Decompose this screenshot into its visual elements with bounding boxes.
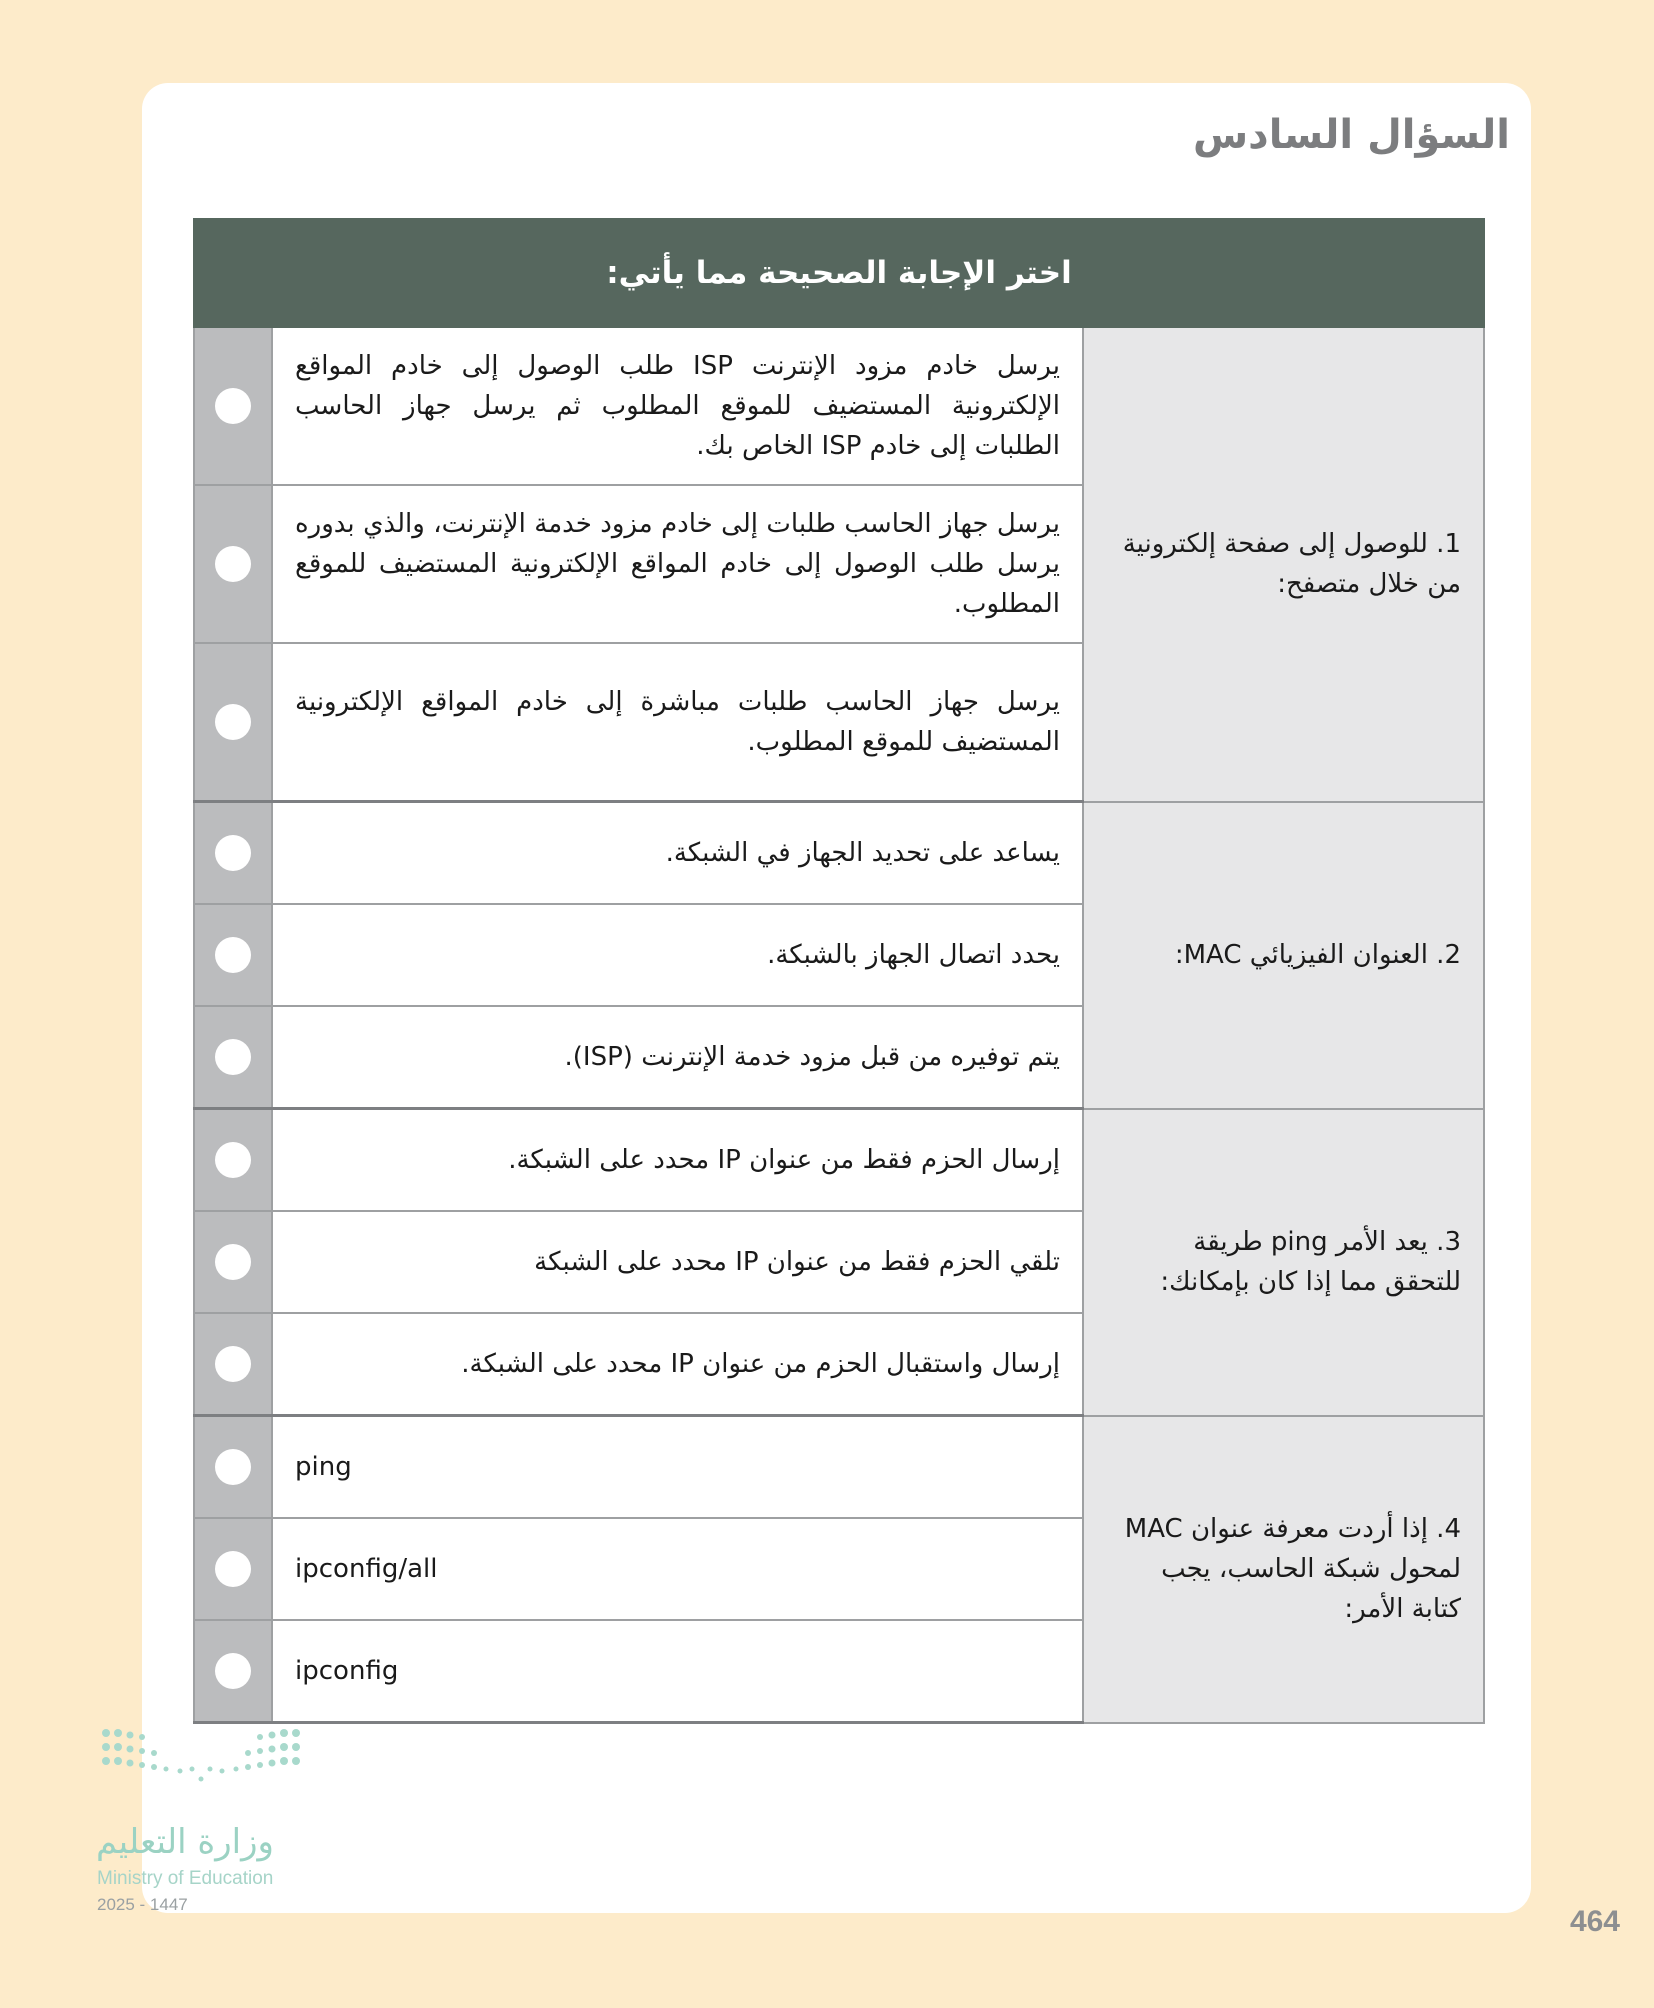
question-4-option-3: ipconfig <box>272 1620 1083 1723</box>
radio-button[interactable] <box>215 388 251 424</box>
question-4-option-2-radio-cell <box>194 1518 272 1620</box>
question-3-option-1-radio-cell <box>194 1109 272 1212</box>
question-1-option-2: يرسل جهاز الحاسب طلبات إلى خادم مزود خدمة الإنترنت، والذي بدوره يرسل طلب الوصول إلى خادم المواقع الإلكترونية المستضيف للموقع المطلوب. <box>272 485 1083 643</box>
question-table <box>193 218 1485 1724</box>
question-2-option-3: يتم توفيره من قبل مزود خدمة الإنترنت (ISP). <box>272 1006 1083 1109</box>
question-3-option-1: إرسال الحزم فقط من عنوان IP محدد على الشبكة. <box>272 1109 1083 1212</box>
radio-button[interactable] <box>215 937 251 973</box>
radio-button[interactable] <box>215 1142 251 1178</box>
radio-button[interactable] <box>215 704 251 740</box>
question-4-option-1-radio-cell <box>194 1416 272 1519</box>
question-4-option-3-radio-cell <box>194 1620 272 1723</box>
question-3-option-2-radio-cell <box>194 1211 272 1313</box>
question-1-option-1-radio-cell <box>194 327 272 485</box>
ministry-name-arabic: وزارة التعليم <box>96 1822 274 1862</box>
ministry-name-english: Ministry of Education <box>97 1868 274 1889</box>
radio-button[interactable] <box>215 1039 251 1075</box>
question-2-option-1: يساعد على تحديد الجهاز في الشبكة. <box>272 802 1083 905</box>
question-2-option-3-radio-cell <box>194 1006 272 1109</box>
question-3-option-3-radio-cell <box>194 1313 272 1416</box>
radio-button[interactable] <box>215 835 251 871</box>
question-1-option-3-radio-cell <box>194 643 272 802</box>
radio-button[interactable] <box>215 1551 251 1587</box>
question-1-option-2-radio-cell <box>194 485 272 643</box>
question-1-option-1: يرسل خادم مزود الإنترنت ISP طلب الوصول إلى خادم المواقع الإلكترونية المستضيف للموقع المطلوب ثم يرسل جهاز الحاسب الطلبات إلى خادم ISP الخاص بك. <box>272 327 1083 485</box>
radio-button[interactable] <box>215 1346 251 1382</box>
question-1-option-3: يرسل جهاز الحاسب طلبات مباشرة إلى خادم المواقع الإلكترونية المستضيف للموقع المطلوب. <box>272 643 1083 802</box>
question-2-option-2-radio-cell <box>194 904 272 1006</box>
page-title: السؤال السادس <box>1192 112 1510 158</box>
question-3-option-2: تلقي الحزم فقط من عنوان IP محدد على الشبكة <box>272 1211 1083 1313</box>
radio-button[interactable] <box>215 546 251 582</box>
radio-button[interactable] <box>215 1244 251 1280</box>
table-header: اختر الإجابة الصحيحة مما يأتي: <box>194 219 1484 327</box>
question-1-stem: 1. للوصول إلى صفحة إلكترونية من خلال متصفح: <box>1083 327 1484 802</box>
question-2-option-1-radio-cell <box>194 802 272 905</box>
radio-button[interactable] <box>215 1449 251 1485</box>
question-3-stem: 3. يعد الأمر ping طريقة للتحقق مما إذا كان بإمكانك: <box>1083 1109 1484 1416</box>
question-4-option-1: ping <box>272 1416 1083 1519</box>
question-4-option-2: ipconfig/all <box>272 1518 1083 1620</box>
question-2-option-2: يحدد اتصال الجهاز بالشبكة. <box>272 904 1083 1006</box>
question-4-stem: 4. إذا أردت معرفة عنوان MAC لمحول شبكة الحاسب، يجب كتابة الأمر: <box>1083 1416 1484 1723</box>
ministry-year: 2025 - 1447 <box>97 1895 188 1914</box>
page-number: 464 <box>1569 1905 1620 1938</box>
radio-button[interactable] <box>215 1653 251 1689</box>
question-3-option-3: إرسال واستقبال الحزم من عنوان IP محدد على الشبكة. <box>272 1313 1083 1416</box>
question-2-stem: 2. العنوان الفيزيائي MAC: <box>1083 802 1484 1109</box>
